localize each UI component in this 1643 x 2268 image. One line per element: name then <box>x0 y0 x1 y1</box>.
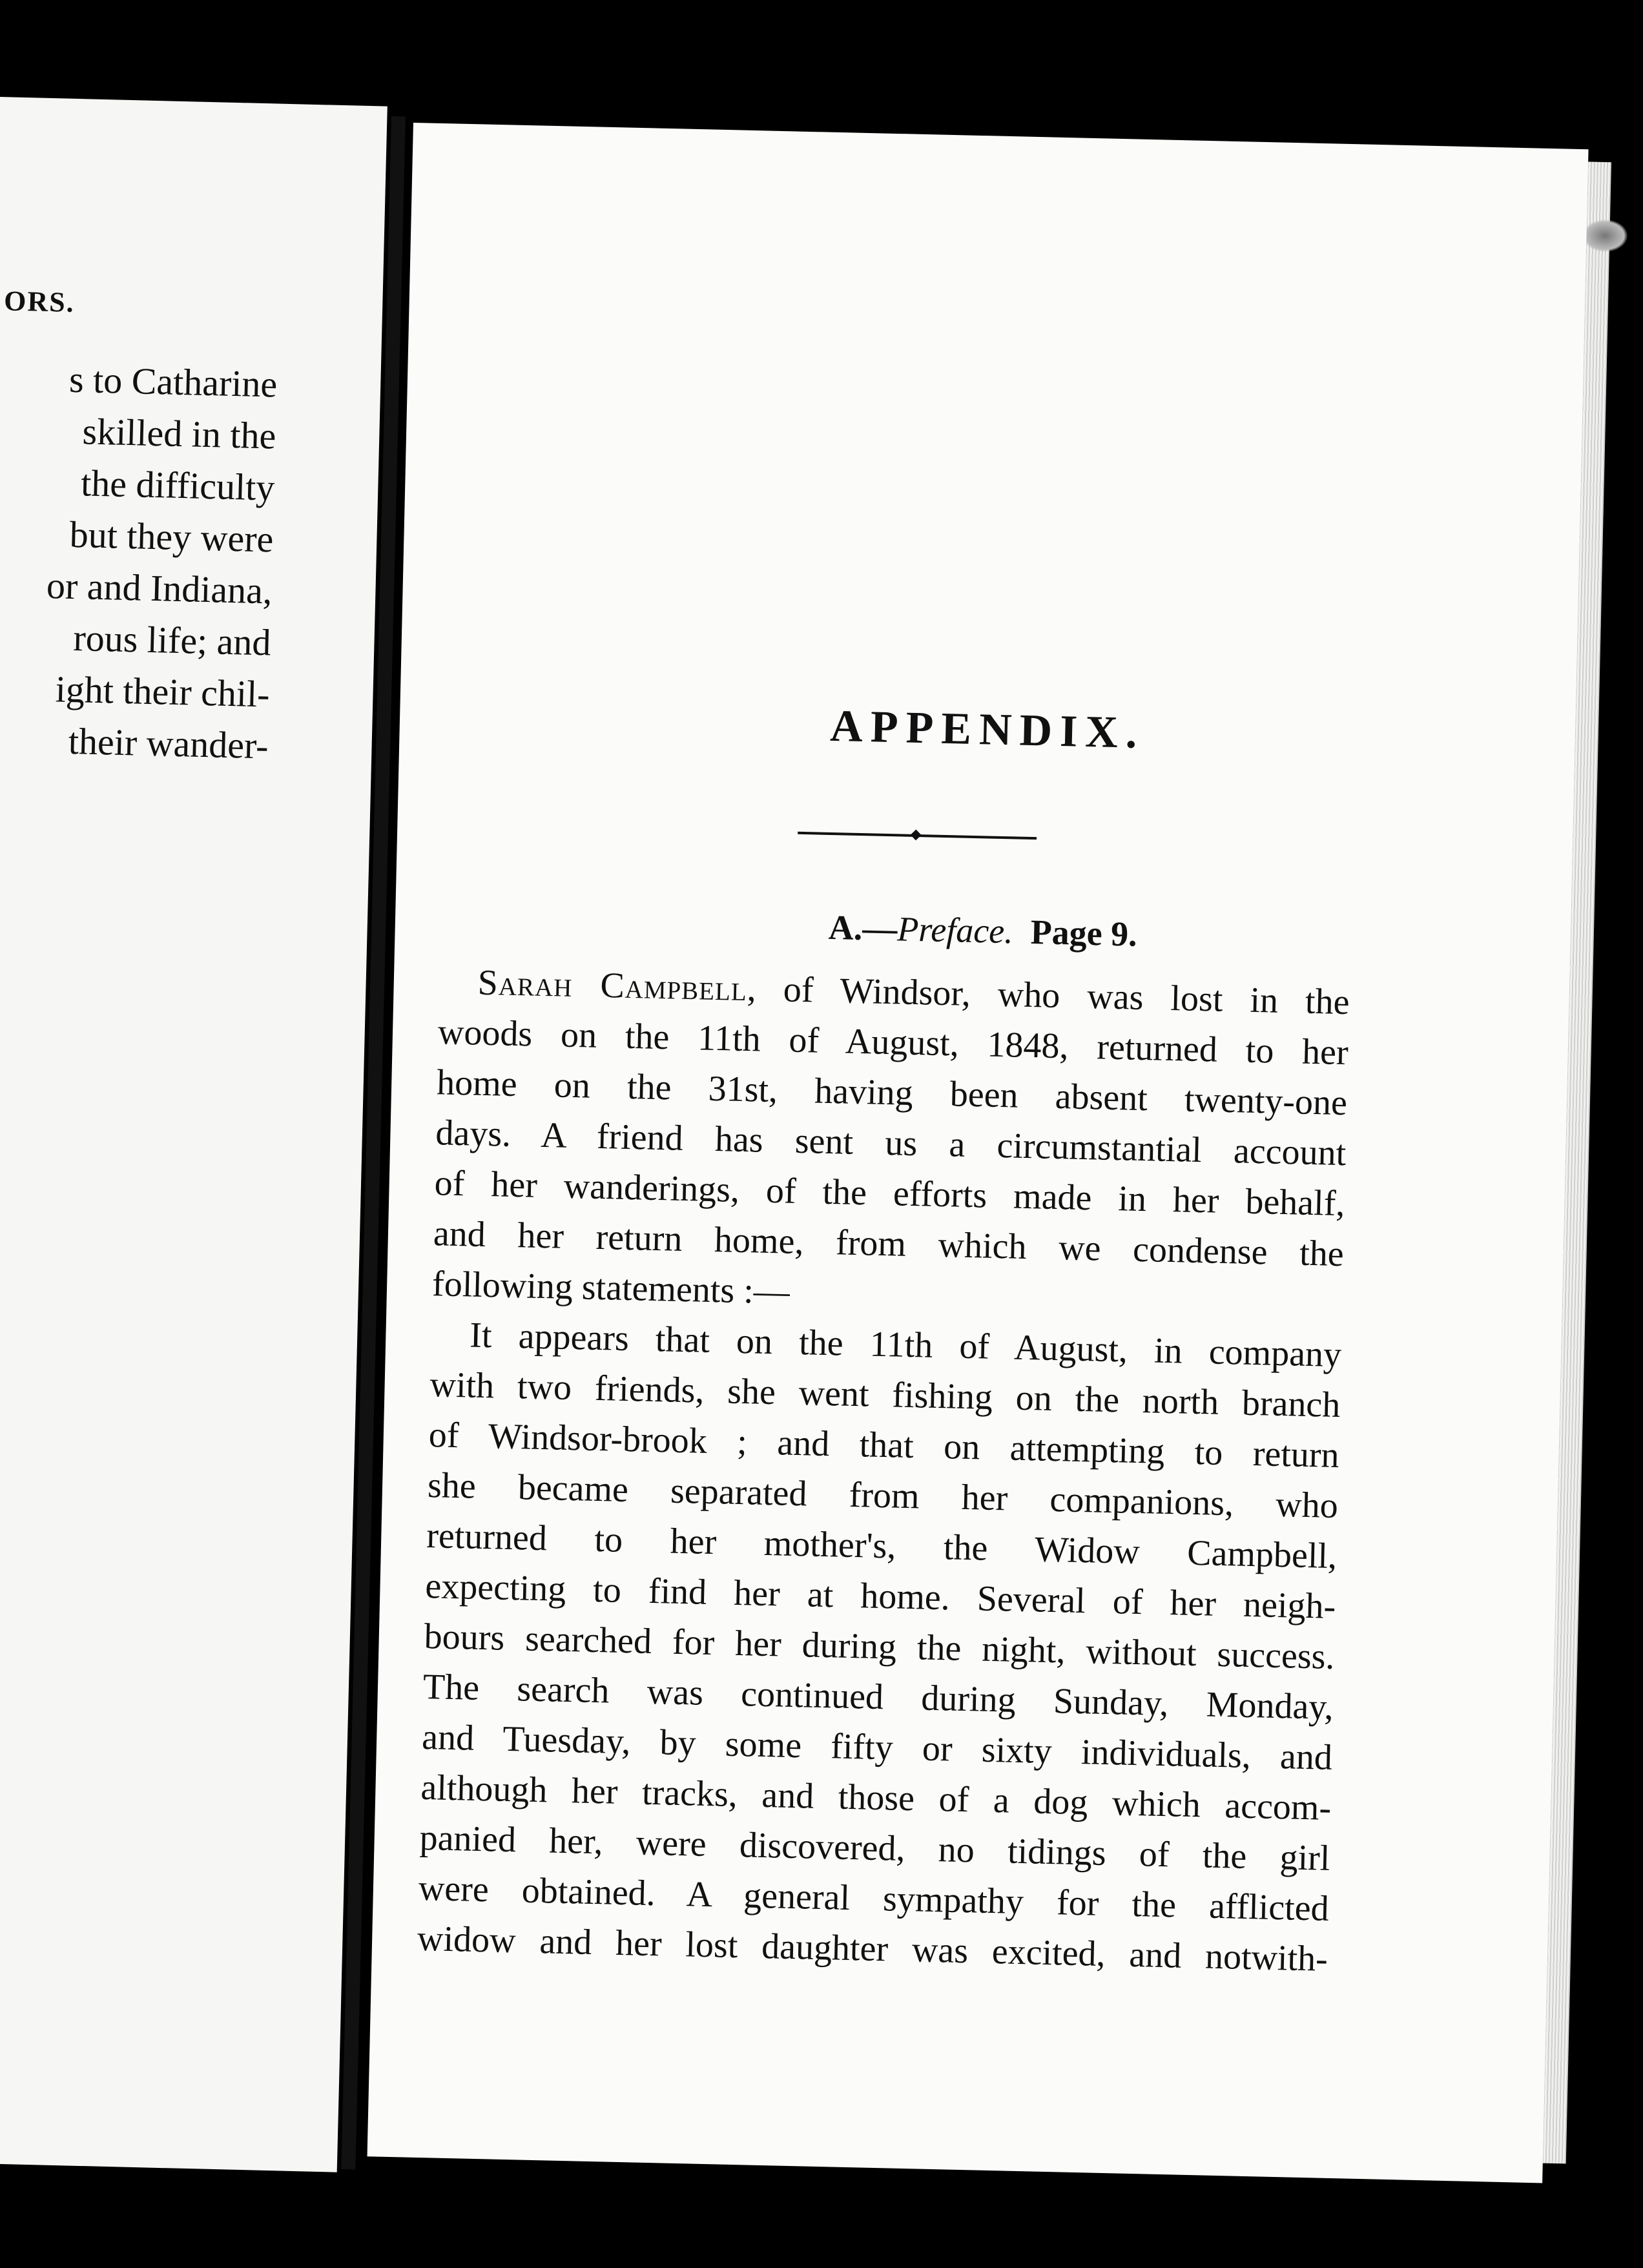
left-line: or and Indiana, <box>46 564 273 612</box>
left-line: the difficulty <box>80 462 276 509</box>
text-line: and her return home, from which we condense the <box>433 1213 1345 1275</box>
left-line: their wander- <box>68 719 269 767</box>
text-line: bours searched for her during the night, without success. <box>424 1616 1336 1677</box>
text-line: days. A friend has sent us a circumstantial account <box>435 1113 1347 1174</box>
left-line: ight their chil- <box>55 668 271 716</box>
text-fragment: , of Windsor, who was lost in the <box>747 969 1350 1023</box>
person-name: Sarah Campbell <box>477 962 748 1009</box>
text-line: following statements :— <box>431 1264 790 1312</box>
left-line: rous life; and <box>72 617 272 664</box>
ink-smudge <box>1582 220 1628 252</box>
section-title: Preface. <box>896 909 1014 951</box>
section-page-reference: Page 9. <box>1030 912 1138 954</box>
text-line: panied her, were discovered, no tidings of the girl <box>419 1817 1331 1879</box>
section-heading <box>395 898 1571 964</box>
left-line: s to Catharine <box>68 358 278 406</box>
text-line: The search was continued during Sunday, Monday, <box>422 1666 1334 1727</box>
text-line: returned to her mother's, the Widow Campbell, <box>426 1516 1338 1577</box>
title-ornament-rule <box>798 826 1037 844</box>
left-line: but they were <box>69 513 274 561</box>
text-line: It appears that on the 11th of August, in company <box>469 1315 1342 1376</box>
text-line: although her tracks, and those of a dog which accom- <box>420 1767 1332 1828</box>
text-line: were obtained. A general sympathy for the afflicted <box>418 1868 1330 1929</box>
ornament-diamond-icon <box>911 829 922 840</box>
left-page-text <box>0 352 278 772</box>
text-line: she became separated from her companions, who <box>427 1465 1339 1527</box>
text-line: home on the 31st, having been absent twenty-one <box>436 1062 1348 1124</box>
text-line: of Windsor-brook ; and that on attempting to return <box>428 1415 1340 1476</box>
text-line: expecting to find her at home. Several of her neigh- <box>424 1566 1336 1627</box>
left-page-running-head: ORS. <box>3 285 76 318</box>
paragraph <box>417 1309 1342 1984</box>
body-text <box>417 956 1350 1984</box>
section-letter: A.— <box>828 907 898 949</box>
text-line: and Tuesday, by some fifty or sixty individuals, and <box>421 1716 1333 1778</box>
left-page <box>0 97 388 2172</box>
text-line: woods on the 11th of August, 1848, returned to her <box>437 1012 1349 1073</box>
text-line: with two friends, she went fishing on the north branch <box>429 1365 1341 1426</box>
left-line: skilled in the <box>81 410 277 457</box>
text-line: of her wanderings, of the efforts made in her behalf, <box>434 1163 1346 1224</box>
right-page <box>367 123 1589 2183</box>
page-title: APPENDIX. <box>829 701 1146 758</box>
text-line: widow and her lost daughter was excited, and notwith- <box>417 1918 1328 1979</box>
paragraph <box>431 956 1350 1330</box>
